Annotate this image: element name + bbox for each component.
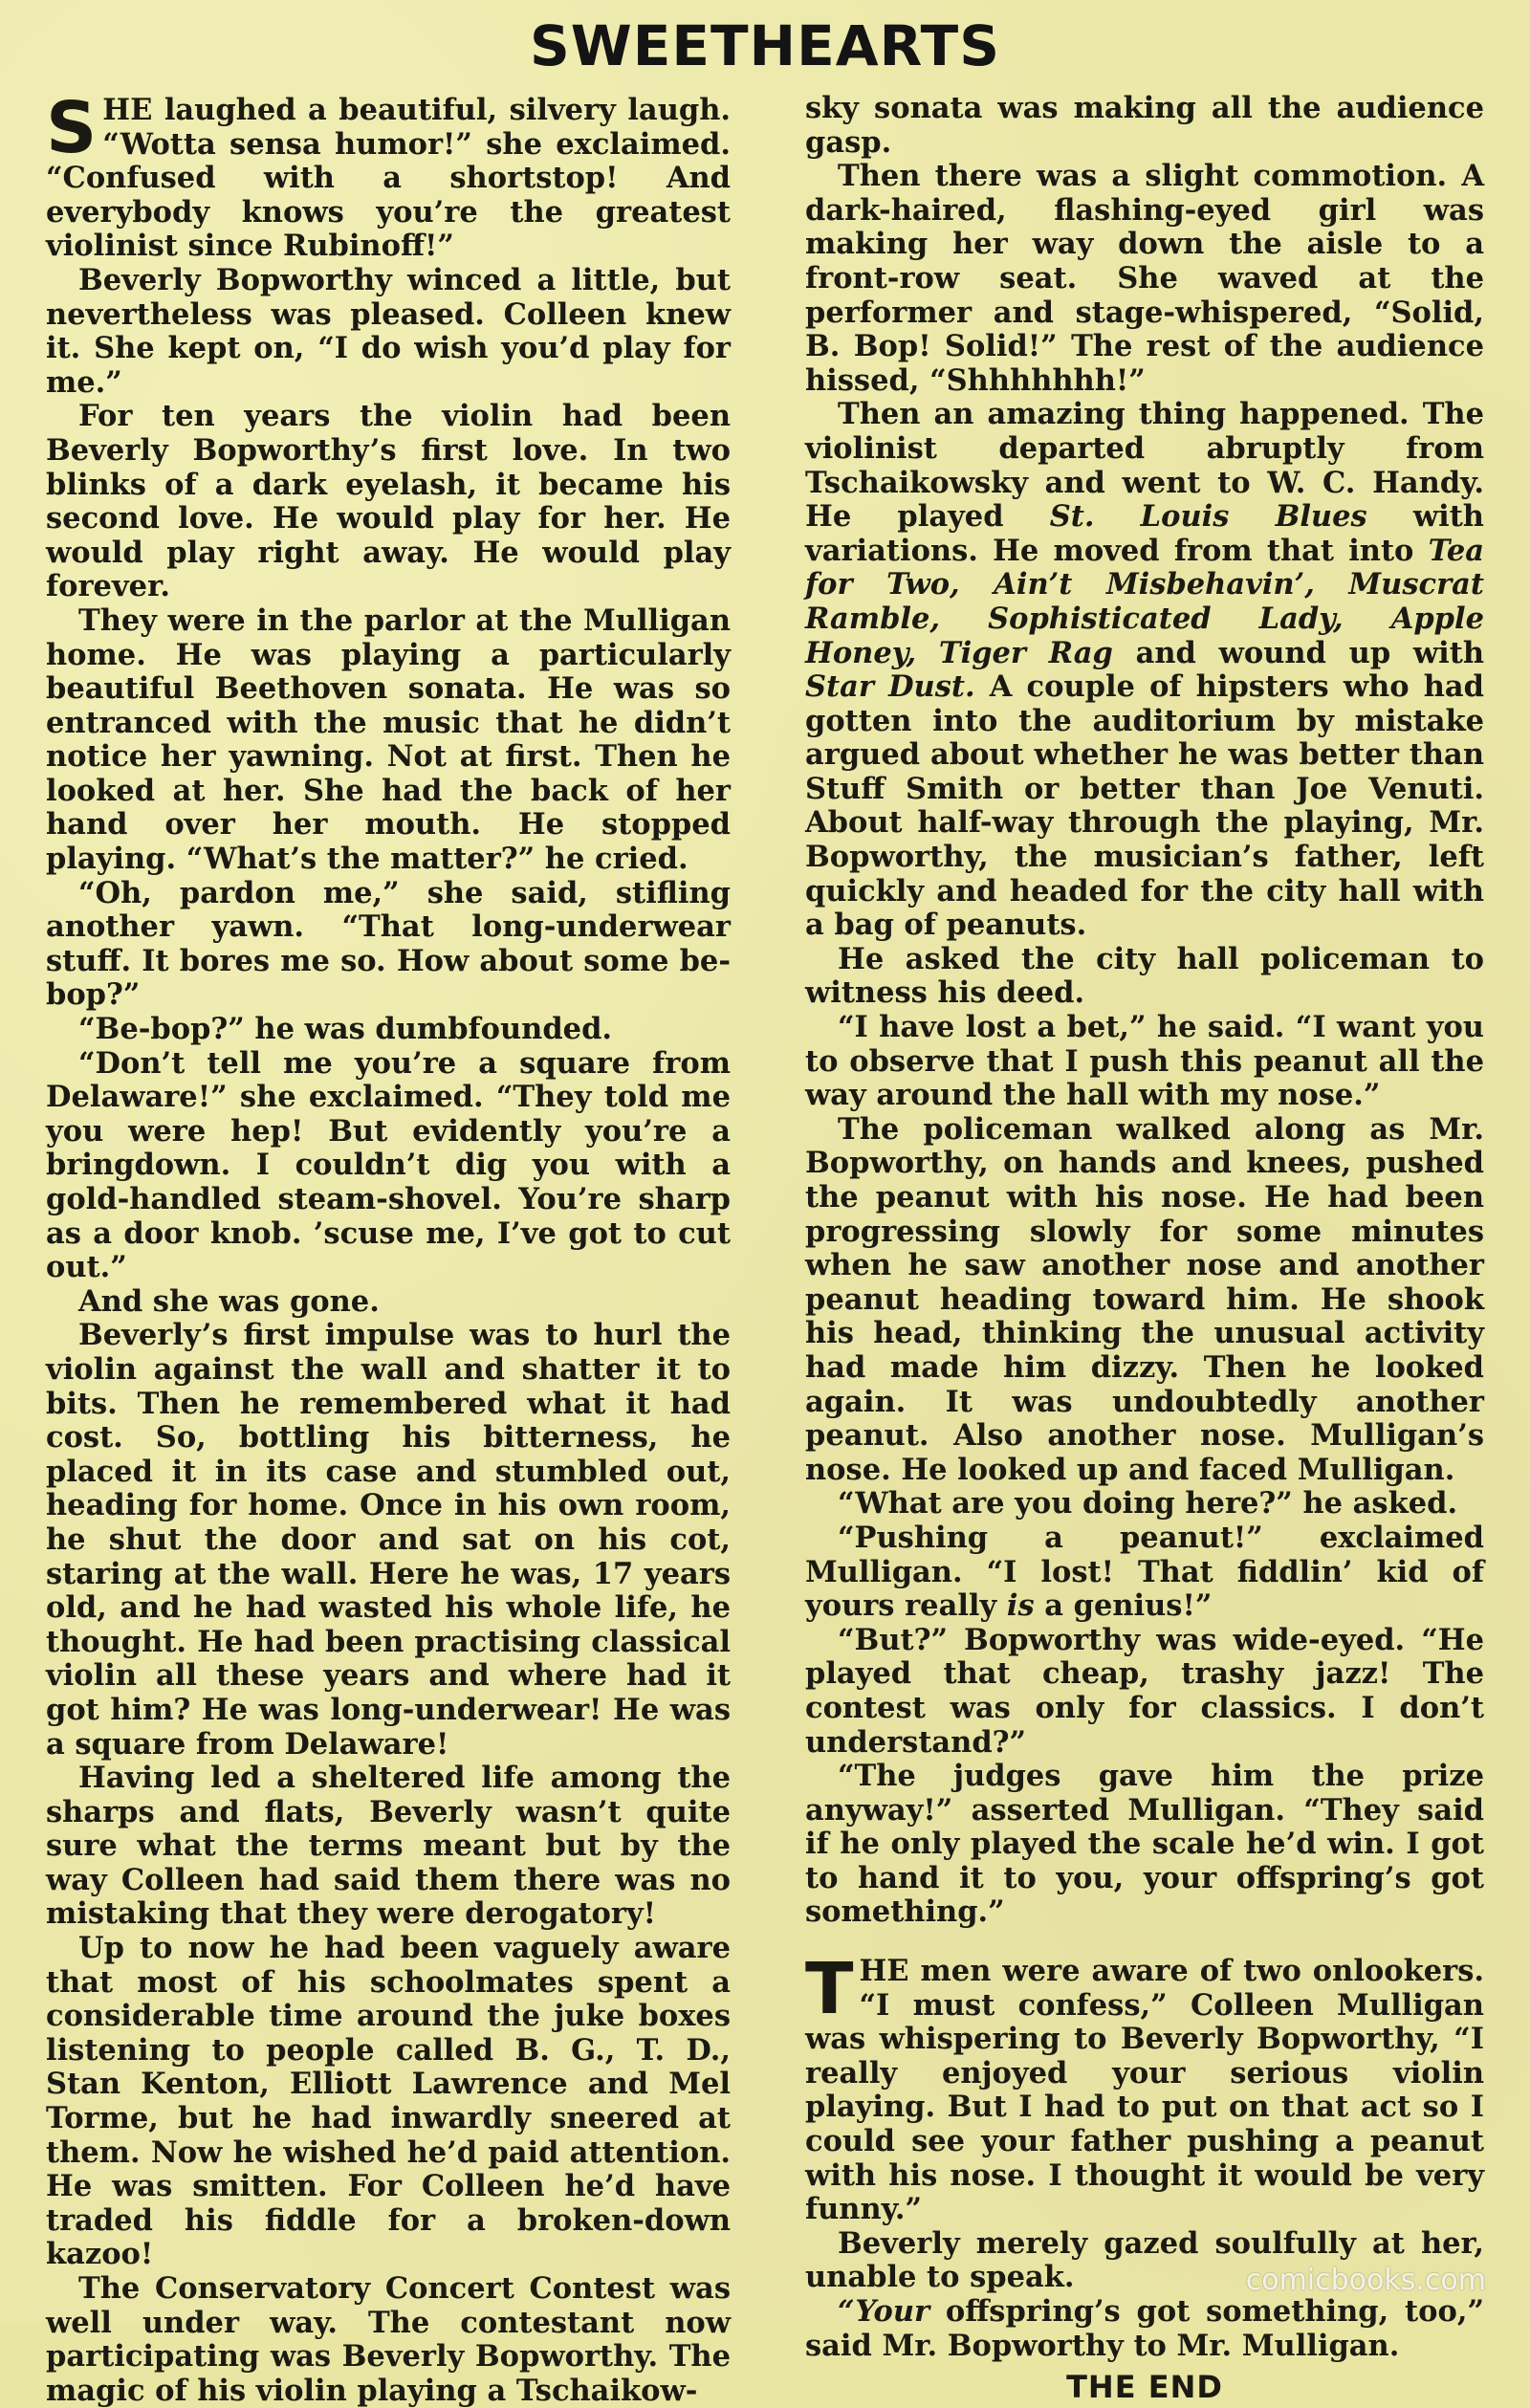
paragraph (805, 398, 1484, 943)
paragraph-text: A couple of hipsters who had gotten into the auditorium by mistake argued about whether he was better than Stuff Smith or better than Joe Venuti. About half-way through the playing, Mr. Bopworthy, the musician’s father, left quickly and headed for the city hall with a bag of peanuts. (805, 669, 1484, 943)
paragraph: Beverly’s first impulse was to hurl the violin against the wall and shatter it to bits. Then he remembered what it had cost. So, bottling his bitterness, he placed it in its case and stumbled out, heading for home. Once in his own room, he shut the door and sat on his cot, staring at the wall. Here he was, 17 years old, and he had wasted his whole life, he thought. He had been practising classical violin all these years and where had it got him? He was long-underwear! He was a square from Delaware! (46, 1318, 731, 1762)
paragraph: Beverly Bopworthy winced a little, but nevertheless was pleased. Colleen knew it. She kept on, “I do wish you’d play for me.” (46, 262, 731, 400)
paragraph-text: a genius!” (1034, 1588, 1213, 1624)
paragraph-text: HE laughed a beautiful, silvery laugh. “Wotta sensa humor!” she exclaimed. “Confused with a shortstop! And everybody knows you’re the greatest violinist since Rubinoff!” (46, 93, 731, 264)
page-title: SWEETHEARTS (530, 13, 1000, 78)
paragraph: For ten years the violin had been Beverly Bopworthy’s first love. In two blinks of a dark eyelash, it became his second love. He would play for her. He would play right away. He would play forever. (46, 399, 731, 604)
paragraph: “But?” Bopworthy was wide-eyed. “He played that cheap, trashy jazz! The contest was only for classics. I don’t understand?” (805, 1622, 1484, 1760)
paragraph: They were in the parlor at the Mulligan home. He was playing a particularly beautiful Beethoven sonata. He was so entranced with the music that he didn’t notice her yawning. Not at first. Then he looked at her. She had the back of her hand over her mouth. He stopped playing. “What’s the matter?” he cried. (46, 602, 731, 877)
paragraph: The policeman walked along as Mr. Bopworthy, on hands and knees, pushed the peanut with his nose. He had been progressing slowly for some minutes when he saw another nose and another peanut heading toward him. He shook his head, thinking the unusual activity had made him dizzy. Then he looked again. It was undoubtedly another peanut. Also another nose. Mulligan’s nose. He looked up and faced Mulligan. (805, 1111, 1484, 1487)
left-text-column (46, 87, 731, 2408)
paragraph: “The judges gave him the prize anyway!” asserted Mulligan. “They said if he only played the scale he’d win. I got to hand it to you, your offspring’s got something.” (805, 1759, 1484, 1930)
paragraph: And she was gone. (78, 1283, 380, 1319)
paragraph: “Don’t tell me you’re a square from Delaware!” she exclaimed. “They told me you were hep! But evidently you’re a bringdown. I couldn’t dig you with a gold-handled steam-shovel. You’re sharp as a door knob. ’scuse me, I’ve got to cut out.” (46, 1045, 731, 1285)
paragraph: “Be-bop?” he was dumbfounded. (78, 1012, 613, 1047)
paragraph: Up to now he had been vaguely aware that most of his schoolmates spent a considerable time around the juke boxes listening to people called B. G., T. D., Stan Kenton, Elliott Lawrence and Mel Torme, but he had inwardly sneered at them. Now he wished he’d paid attention. He was smitten. For Colleen he’d have traded his fiddle for a broken-down kazoo! (46, 1931, 731, 2272)
emphasis: “Your (838, 2294, 930, 2329)
paragraph: “I have lost a bet,” he said. “I want you to observe that I push this peanut all the way around the hall with my nose.” (805, 1010, 1484, 1113)
paragraph-text: with variations. He moved from that into (805, 499, 1484, 568)
section-break (805, 1930, 1484, 1955)
paragraph: The Conservatory Concert Contest was well under way. The contestant now participating was Beverly Bopworthy. The magic of his violin playing a Tschaikow- (46, 2271, 731, 2408)
watermark: comicbooks.com (1245, 2264, 1486, 2297)
right-text-column (805, 92, 1484, 2405)
paragraph-text: “Pushing a peanut!” exclaimed Mulligan. “I lost! That fiddlin’ kid of yours really (805, 1520, 1484, 1624)
paragraph: “Oh, pardon me,” she said, stifling another yawn. “That long-underwear stuff. It bores me so. How about some be-bop?” (46, 875, 731, 1013)
drop-cap: S (46, 87, 98, 169)
paragraph: “What are you doing here?” he asked. (838, 1486, 1458, 1521)
paragraph (805, 2295, 1484, 2363)
paragraph-text: Then an amazing thing happened. The violinist departed abruptly from Tschaikowsky and went to W. C. Handy. He played (805, 397, 1484, 535)
song-title: Star Dust. (805, 669, 975, 705)
emphasis: is (1006, 1588, 1035, 1624)
paragraph (805, 1521, 1484, 1624)
paragraph (46, 87, 731, 264)
paragraph: sky sonata was making all the audience gasp. (805, 91, 1484, 160)
paragraph-text: and wound up with (1112, 635, 1484, 670)
paragraph: Then there was a slight commotion. A dark-haired, flashing-eyed girl was making her way down the aisle to a front-row seat. She waved at the performer and stage-whispered, “Solid, B. Bop! Solid!” The rest of the audience hissed, “Shhhhhhh!” (805, 159, 1484, 398)
song-titles: Tea for Two, Ain’t Misbehavin’, Muscrat Ramble, Sophisticated Lady, Apple Honey, Tiger Rag (805, 533, 1484, 670)
paragraph: He asked the city hall policeman to witness his deed. (805, 941, 1484, 1011)
the-end-label: THE END (1066, 2369, 1223, 2406)
drop-cap: T (805, 1948, 854, 2031)
paragraph-text: offspring’s got something, too,” said Mr. Bopworthy to Mr. Mulligan. (805, 2294, 1484, 2363)
paragraph: Having led a sheltered life among the sharps and flats, Beverly wasn’t quite sure what the terms meant but by the way Colleen had said them there was no mistaking that they were derogatory! (46, 1761, 731, 1932)
paragraph-text: HE men were aware of two onlookers. “I must confess,” Colleen Mulligan was whispering to Beverly Bopworthy, “I really enjoyed your serious violin playing. But I had to put on that act so I could see your father pushing a peanut with his nose. I thought it would be very funny.” (805, 1954, 1484, 2227)
paragraph (805, 1948, 1484, 2227)
paragraph: Beverly merely gazed soulfully at her, unable to speak. (805, 2225, 1484, 2295)
song-title: St. Louis Blues (1049, 499, 1367, 535)
